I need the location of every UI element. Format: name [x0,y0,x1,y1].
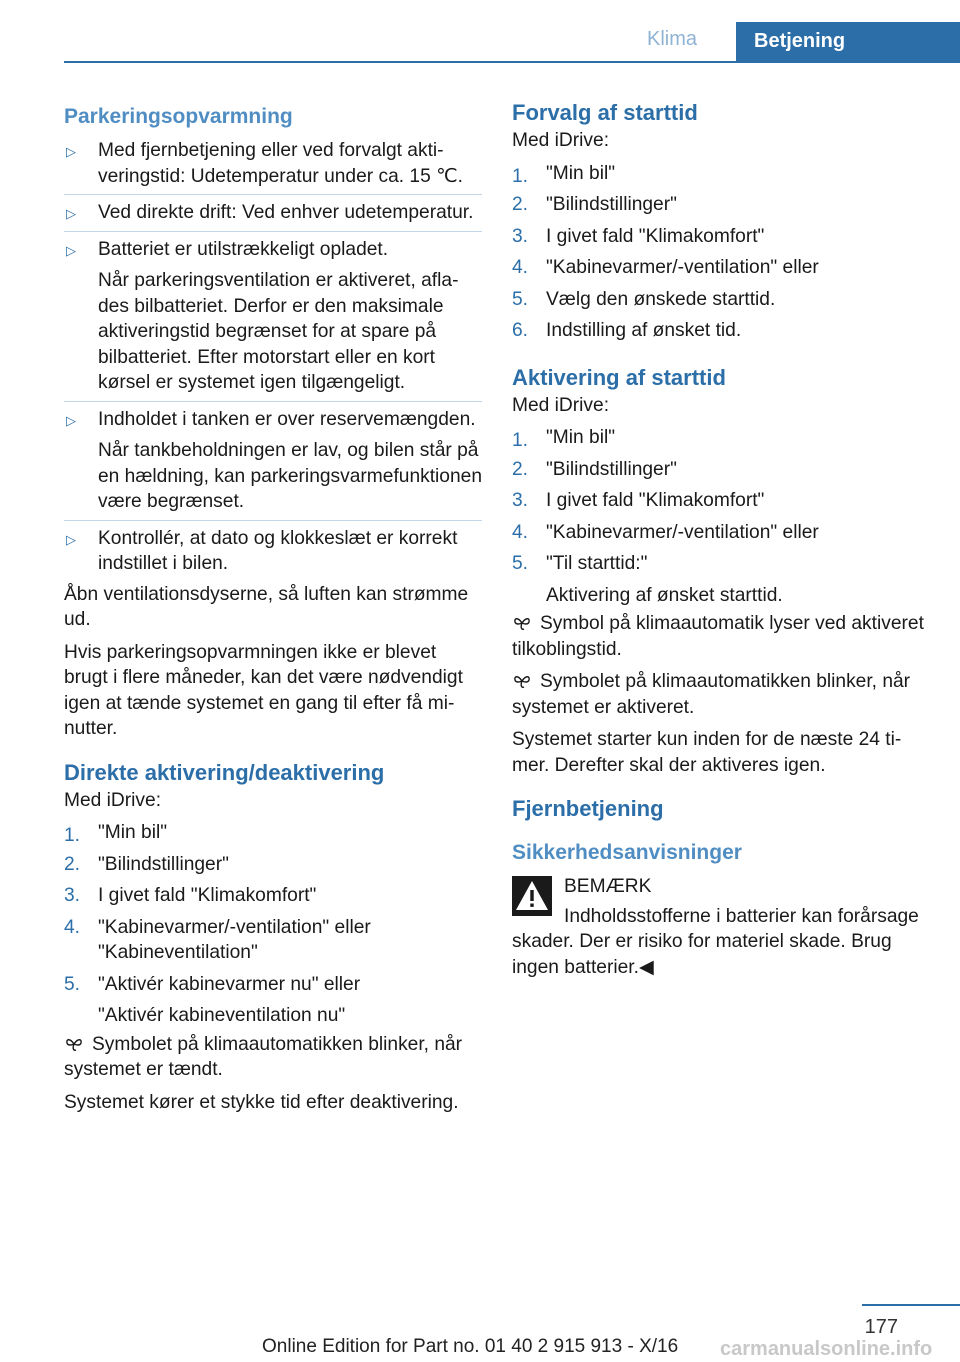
step-text: "Kabinevarmer/-ventilation" eller [546,521,819,543]
list-item [64,520,482,582]
right-column [512,98,932,980]
list-item [64,231,482,401]
symbol-paragraph [512,669,932,720]
list-item-text: Med fjernbetjening eller ved forvalgt aktiveringstid: Udetemperatur under ca. 15 ℃. [98,140,463,187]
idrive-label: Med iDrive: [64,789,162,811]
step-note: Aktivering af ønsket starttid. [546,584,783,606]
list-item [512,189,932,221]
step-number: 5. [64,973,81,995]
conditions-list [64,138,482,582]
triangle-right-icon: ▷ [66,144,76,159]
symbol-text: Symbolet på klimaautomatikken blinker, når systemet er aktiveret. [512,671,911,718]
step-text: "Kabinevarmer/-ventilation" eller "Kabineventilation" [98,916,371,963]
page-number: 177 [864,1316,898,1338]
paragraph: Hvis parkeringsopvarmningen ikke er blevet brugt i flere måneder, kan det være nødvendigt igen at tænde systemet en gang til efter få minutter. [64,641,463,739]
footer-rule [862,1304,960,1306]
step-text: "Til starttid:" [546,553,648,574]
step-text: "Min bil" [546,162,616,184]
step-number: 6. [512,320,529,341]
list-item-text: Indholdet i tanken er over reservemængden. [98,408,476,430]
paragraph: Åbn ventilationsdyserne, så luften kan strømme ud. [64,583,469,630]
list-item [64,820,482,849]
heading-parkeringsopvarmning: Parkeringsopvarmning [64,105,293,128]
heading-sikkerhedsanvisninger: Sikkerhedsanvisninger [512,841,742,864]
warning-text: Indholdsstofferne i batterier kan forårsage skader. Der er risiko for materiel skade. Brug ingen batterier.◀ [512,905,919,978]
step-text: "Min bil" [546,427,616,448]
step-number: 3. [512,490,529,511]
step-text: "Bilindstillinger" [98,853,229,875]
steps-list-aktivering [512,425,932,611]
symbol-paragraph [512,611,932,662]
heading-aktivering: Aktivering af starttid [512,364,726,390]
list-item [64,880,482,912]
fan-icon [512,673,532,689]
header-active-tab: Betjening [736,22,960,63]
step-number: 5. [512,553,529,574]
list-item [512,284,932,316]
step-text: "Bilindstillinger" [546,458,677,480]
list-item [64,969,482,1032]
warning-triangle-icon [512,876,552,916]
list-item [64,401,482,520]
step-number: 1. [512,165,529,187]
step-number: 1. [512,430,529,451]
list-item [512,485,932,517]
list-item [64,138,482,194]
list-item [64,849,482,881]
list-item [512,454,932,486]
triangle-right-icon: ▷ [66,412,76,428]
step-text: "Bilindstillinger" [546,194,677,215]
list-item-note: Når tankbeholdningen er lav, og bilen står på en hældning, kan parkeringsvarmefunktionen være begrænset. [98,440,482,512]
footer-edition: Online Edition for Part no. 01 40 2 915 913 - X/16 [262,1336,679,1357]
heading-direkte-aktivering: Direkte aktivering/deaktivering [64,759,385,785]
heading-forvalg: Forvalg af starttid [512,100,698,125]
fan-icon [64,1036,84,1052]
list-item-text: Ved direkte drift: Ved enhver udetemperatur. [98,202,474,223]
paragraph: Systemet starter kun inden for de næste 24 timer. Derefter skal der aktiveres igen. [512,729,902,776]
symbol-text: Symbolet på klimaautomatikken blinker, når systemet er tændt. [64,1033,463,1080]
symbol-paragraph [64,1032,482,1083]
step-number: 4. [512,257,529,278]
steps-list [64,820,482,1032]
list-item [512,517,932,549]
step-number: 2. [512,194,529,215]
list-item [512,161,932,190]
triangle-right-icon: ▷ [66,531,76,547]
header-section-tab: Klima [647,28,698,50]
steps-list-forvalg [512,161,932,347]
step-number: 2. [512,458,529,480]
step-text: "Kabinevarmer/-ventilation" eller [546,257,819,278]
list-item [512,221,932,253]
warning-heading: BEMÆRK [564,876,652,897]
heading-fjernbetjening: Fjernbetjening [512,796,664,821]
header-rule [64,61,960,63]
paragraph: Systemet kører et stykke tid efter deaktivering. [64,1091,459,1113]
symbol-text: Symbol på klimaautomatik lyser ved aktiveret tilkoblingstid. [512,613,924,660]
list-item-text: Kontrollér, at dato og klokkeslæt er korrekt indstillet i bilen. [98,527,458,574]
list-item [512,425,932,454]
step-note: "Aktivér kabineventilation nu" [98,1005,346,1026]
step-number: 2. [64,853,81,875]
fan-icon [512,615,532,631]
step-text: I givet fald "Klimakomfort" [546,225,765,247]
watermark: carmanualsonline.info [720,1338,933,1360]
step-text: I givet fald "Klimakomfort" [98,885,317,906]
idrive-label: Med iDrive: [512,130,610,151]
step-number: 4. [64,916,81,938]
warning-notice [512,874,932,980]
list-item-note: Når parkeringsventilation er aktiveret, aflades bilbatteriet. Derfor er den maksimale aktiveringstid begrænset for at spare på bilbatteriet. Efter motorstart eller en kort kørsel er systemet igen tilgængeligt. [98,270,459,393]
left-column [64,98,482,1122]
step-text: "Aktivér kabinevarmer nu" eller [98,973,361,995]
step-text: I givet fald "Klimakomfort" [546,490,765,511]
step-text: Indstilling af ønsket tid. [546,320,742,341]
step-number: 5. [512,288,529,310]
list-item [64,912,482,969]
step-number: 1. [64,825,81,846]
list-item [512,548,932,611]
triangle-right-icon: ▷ [66,206,76,221]
list-item [512,252,932,284]
idrive-label: Med iDrive: [512,394,610,416]
list-item-text: Batteriet er utilstrækkeligt opladet. [98,238,389,260]
list-item [512,315,932,347]
step-text: Vælg den ønskede starttid. [546,288,776,310]
list-item [64,194,482,231]
step-number: 4. [512,521,529,543]
step-number: 3. [64,885,81,906]
step-text: "Min bil" [98,822,168,843]
step-number: 3. [512,225,529,247]
triangle-right-icon: ▷ [66,242,76,258]
